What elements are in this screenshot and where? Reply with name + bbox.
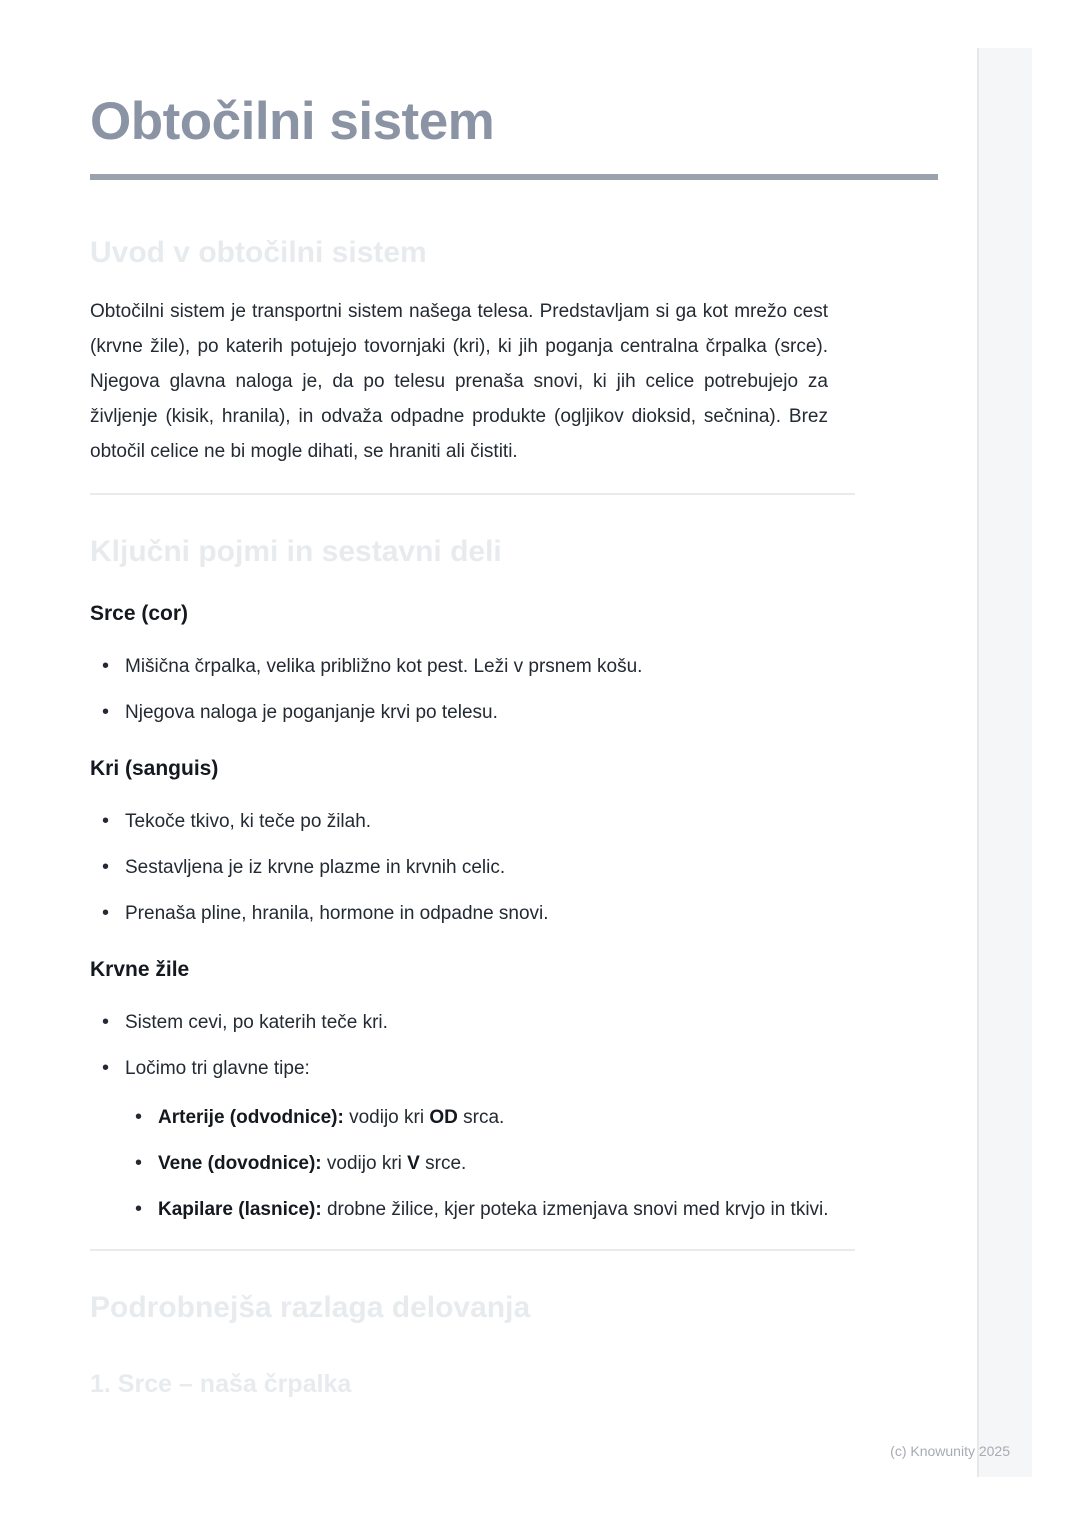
- term-lead: Kapilare (lasnice):: [158, 1199, 322, 1220]
- section-heading-detail: Podrobnejša razlaga delovanja: [90, 1291, 531, 1324]
- list-item: [125, 1148, 830, 1179]
- term-bold: OD: [429, 1107, 458, 1128]
- nested-bullet-list-vessel-types: [125, 1102, 830, 1225]
- list-item: • Sestavljena je iz krvne plazme in krvnih celic.: [90, 852, 830, 883]
- copyright-footer: (c) Knowunity 2025: [890, 1443, 1010, 1459]
- list-item: [125, 1194, 830, 1225]
- term-mid: drobne žilice, kjer poteka izmenjava snovi med krvjo in tkivi.: [321, 1199, 829, 1220]
- list-item: • Mišična črpalka, velika približno kot pest. Leži v prsnem košu.: [90, 651, 830, 682]
- list-item: • Sistem cevi, po katerih teče kri.: [90, 1007, 830, 1038]
- bullet-list-kri: [90, 806, 830, 929]
- term-tail: srca.: [457, 1107, 505, 1128]
- title-underline-rule: [90, 174, 938, 180]
- section-heading-intro: Uvod v obtočilni sistem: [90, 236, 427, 269]
- bullet-list-srce: [90, 651, 830, 728]
- list-item: [90, 1053, 830, 1225]
- subsection-title-zile: Krvne žile: [90, 958, 190, 981]
- section-heading-key-terms: Ključni pojmi in sestavni deli: [90, 535, 502, 568]
- term-lead: Vene (dovodnice):: [158, 1153, 322, 1174]
- term-bold: V: [407, 1153, 420, 1174]
- subsection-title-srce: Srce (cor): [90, 602, 189, 625]
- list-item-text: Ločimo tri glavne tipe:: [125, 1058, 310, 1079]
- term-lead: Arterije (odvodnice):: [158, 1107, 344, 1128]
- document-page: [90, 0, 830, 1399]
- subsection-title-kri: Kri (sanguis): [90, 757, 219, 780]
- page-title: Obtočilni sistem: [90, 92, 495, 151]
- list-item: • Njegova naloga je poganjanje krvi po telesu.: [90, 697, 830, 728]
- subsection-heading-srce-crpalka: 1. Srce – naša črpalka: [90, 1370, 352, 1398]
- right-margin-panel: [977, 48, 1032, 1477]
- list-item: • Prenaša pline, hranila, hormone in odpadne snovi.: [90, 898, 830, 929]
- term-tail: srce.: [419, 1153, 467, 1174]
- term-mid: vodijo kri: [321, 1153, 408, 1174]
- term-mid: vodijo kri: [343, 1107, 430, 1128]
- section-divider: [90, 493, 855, 495]
- section-divider: [90, 1249, 855, 1251]
- intro-paragraph: Obtočilni sistem je transportni sistem našega telesa. Predstavljam si ga kot mrežo cest (krvne žile), po katerih potujejo tovornjaki (kri), ki jih poganja centralna črpalka (srce). Njegova glavna naloga je, da po telesu prenaša snovi, ki jih celice potrebujejo za življenje (kisik, hranila), in odvaža odpadne produkte (ogljikov dioksid, sečnina). Brez obtočil celice ne bi mogle dihati, se hraniti ali čistiti.: [90, 301, 828, 462]
- list-item: • Tekoče tkivo, ki teče po žilah.: [90, 806, 830, 837]
- bullet-list-zile: [90, 1007, 830, 1225]
- list-item: [125, 1102, 830, 1133]
